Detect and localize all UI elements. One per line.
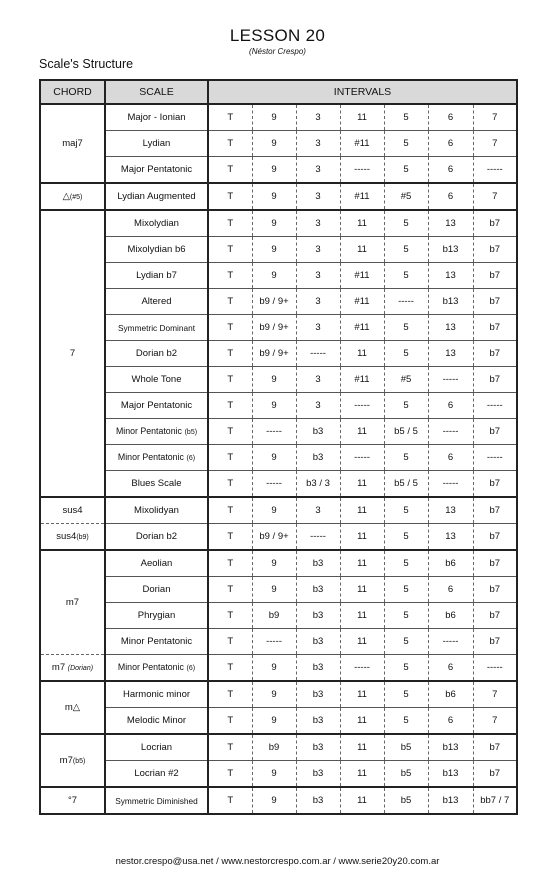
interval-cell: T — [208, 341, 252, 367]
interval-cell: 9 — [252, 550, 296, 577]
interval-cell: 6 — [428, 183, 473, 210]
interval-cell: b7 — [473, 471, 517, 498]
interval-cell: b9 / 9+ — [252, 341, 296, 367]
interval-cell: ----- — [296, 524, 340, 551]
interval-cell: b6 — [428, 550, 473, 577]
interval-cell: 5 — [384, 445, 428, 471]
interval-cell: 11 — [340, 629, 384, 655]
interval-cell: 9 — [252, 183, 296, 210]
interval-cell: b13 — [428, 761, 473, 788]
table-row — [40, 237, 517, 263]
interval-cell: 5 — [384, 315, 428, 341]
interval-cell: #5 — [384, 183, 428, 210]
chord-alteration: (b9) — [76, 534, 89, 541]
scale-name-cell: Dorian b2 — [105, 524, 208, 551]
interval-cell: T — [208, 419, 252, 445]
interval-cell: 5 — [384, 603, 428, 629]
table-row — [40, 787, 517, 814]
interval-cell: ----- — [473, 393, 517, 419]
table-row — [40, 315, 517, 341]
section-subtitle: Scale's Structure — [39, 57, 134, 71]
interval-cell: 13 — [428, 210, 473, 237]
interval-cell: #11 — [340, 289, 384, 315]
interval-cell: b7 — [473, 629, 517, 655]
interval-cell: ----- — [384, 289, 428, 315]
interval-cell: b3 — [296, 681, 340, 708]
interval-cell: b7 — [473, 524, 517, 551]
interval-cell: #11 — [340, 315, 384, 341]
scale-name-cell: Mixolydian b6 — [105, 237, 208, 263]
interval-cell: T — [208, 497, 252, 524]
interval-cell: T — [208, 655, 252, 682]
interval-cell: b3 — [296, 577, 340, 603]
interval-cell: b3 — [296, 419, 340, 445]
interval-cell: 9 — [252, 577, 296, 603]
interval-cell: 11 — [340, 471, 384, 498]
table-body — [40, 104, 517, 814]
interval-cell: 11 — [340, 681, 384, 708]
interval-cell: #11 — [340, 263, 384, 289]
interval-cell: b5 — [384, 761, 428, 788]
chord-cell: 7 — [40, 210, 105, 497]
interval-cell: b9 — [252, 734, 296, 761]
interval-cell: 9 — [252, 681, 296, 708]
chord-symbol: m7 — [51, 662, 66, 673]
scales-table — [39, 79, 518, 815]
interval-cell: #11 — [340, 183, 384, 210]
table-row — [40, 708, 517, 735]
interval-cell: b7 — [473, 550, 517, 577]
interval-cell: T — [208, 577, 252, 603]
chord-symbol: △ — [62, 191, 70, 202]
page-title: LESSON 20 — [229, 26, 326, 45]
interval-cell: 11 — [340, 237, 384, 263]
interval-cell: ----- — [340, 393, 384, 419]
interval-cell: b7 — [473, 603, 517, 629]
interval-cell: 9 — [252, 367, 296, 393]
interval-cell: T — [208, 681, 252, 708]
interval-cell: 13 — [428, 497, 473, 524]
interval-cell: 3 — [296, 131, 340, 157]
interval-cell: 11 — [340, 708, 384, 735]
footer-contact: nestor.crespo@usa.net / www.nestorcrespo.com.ar / www.serie20y20.com.ar — [115, 856, 440, 867]
scale-name-cell: Blues Scale — [105, 471, 208, 498]
interval-cell: 9 — [252, 445, 296, 471]
interval-cell: 11 — [340, 577, 384, 603]
chord-cell — [40, 655, 105, 682]
interval-cell: 3 — [296, 367, 340, 393]
interval-cell: ----- — [428, 471, 473, 498]
interval-cell: b13 — [428, 289, 473, 315]
interval-cell: #11 — [340, 131, 384, 157]
scale-name: Minor Pentatonic — [115, 426, 182, 436]
table-row — [40, 183, 517, 210]
interval-cell: b7 — [473, 210, 517, 237]
table-row — [40, 289, 517, 315]
interval-cell: 5 — [384, 681, 428, 708]
chord-cell: sus4 — [40, 497, 105, 524]
interval-cell: 5 — [384, 157, 428, 184]
interval-cell: 11 — [340, 603, 384, 629]
chord-symbol: sus4 — [56, 531, 77, 542]
interval-cell: b5 — [384, 734, 428, 761]
interval-cell: 9 — [252, 210, 296, 237]
interval-cell: ----- — [473, 655, 517, 682]
scale-name-cell: Minor Pentatonic — [105, 629, 208, 655]
interval-cell: 9 — [252, 237, 296, 263]
interval-cell: b3 — [296, 655, 340, 682]
interval-cell: 9 — [252, 131, 296, 157]
interval-cell: 9 — [252, 655, 296, 682]
interval-cell: b7 — [473, 237, 517, 263]
scale-name-cell: Altered — [105, 289, 208, 315]
interval-cell: 3 — [296, 263, 340, 289]
interval-cell: 9 — [252, 708, 296, 735]
interval-cell: b7 — [473, 341, 517, 367]
interval-cell: b3 — [296, 708, 340, 735]
interval-cell: b7 — [473, 734, 517, 761]
table-row — [40, 577, 517, 603]
scale-name-cell — [105, 445, 208, 471]
interval-cell: 5 — [384, 524, 428, 551]
chord-alteration: (b5) — [72, 758, 86, 765]
chord-alteration: (#5) — [69, 194, 83, 201]
interval-cell: 9 — [252, 393, 296, 419]
interval-cell: T — [208, 183, 252, 210]
scale-name-cell: Locrian #2 — [105, 761, 208, 788]
interval-cell: 3 — [296, 497, 340, 524]
scale-variant: (6) — [186, 665, 196, 672]
chord-cell — [40, 183, 105, 210]
interval-cell: 9 — [252, 104, 296, 131]
interval-cell: T — [208, 210, 252, 237]
interval-cell: 7 — [473, 104, 517, 131]
interval-cell: 9 — [252, 497, 296, 524]
interval-cell: b3 / 3 — [296, 471, 340, 498]
interval-cell: T — [208, 787, 252, 814]
interval-cell: 6 — [428, 655, 473, 682]
interval-cell: T — [208, 393, 252, 419]
interval-cell: 3 — [296, 183, 340, 210]
header-row — [40, 80, 517, 104]
interval-cell: 11 — [340, 524, 384, 551]
scale-name-cell — [105, 419, 208, 445]
interval-cell: 3 — [296, 157, 340, 184]
interval-cell: 5 — [384, 341, 428, 367]
interval-cell: 5 — [384, 577, 428, 603]
interval-cell: b9 — [252, 603, 296, 629]
scale-variant: (b5) — [184, 429, 198, 436]
interval-cell: T — [208, 315, 252, 341]
interval-cell: b7 — [473, 367, 517, 393]
interval-cell: 5 — [384, 393, 428, 419]
interval-cell: 3 — [296, 289, 340, 315]
scale-variant: (6) — [186, 455, 196, 462]
column-header-chord: CHORD — [40, 80, 105, 104]
interval-cell: 9 — [252, 157, 296, 184]
interval-cell: 6 — [428, 157, 473, 184]
interval-cell: 6 — [428, 577, 473, 603]
interval-cell: T — [208, 629, 252, 655]
interval-cell: T — [208, 263, 252, 289]
interval-cell: 5 — [384, 497, 428, 524]
interval-cell: ----- — [340, 157, 384, 184]
column-header-intervals: INTERVALS — [208, 80, 517, 104]
interval-cell: 3 — [296, 393, 340, 419]
interval-cell: bb7 / 7 — [473, 787, 517, 814]
interval-cell: ----- — [252, 419, 296, 445]
interval-cell: 7 — [473, 708, 517, 735]
scale-name-cell: Locrian — [105, 734, 208, 761]
interval-cell: b3 — [296, 787, 340, 814]
interval-cell: b5 / 5 — [384, 419, 428, 445]
chord-mode: (Dorian) — [67, 665, 94, 672]
interval-cell: T — [208, 445, 252, 471]
table-row — [40, 445, 517, 471]
interval-cell: T — [208, 761, 252, 788]
interval-cell: b13 — [428, 787, 473, 814]
table-row — [40, 157, 517, 184]
interval-cell: 5 — [384, 210, 428, 237]
interval-cell: 7 — [473, 681, 517, 708]
interval-cell: T — [208, 603, 252, 629]
interval-cell: #5 — [384, 367, 428, 393]
table-row — [40, 524, 517, 551]
table-row — [40, 393, 517, 419]
chord-cell — [40, 734, 105, 787]
chord-symbol: m7 — [59, 755, 73, 766]
scale-name-cell: Mixolydian — [105, 210, 208, 237]
interval-cell: b13 — [428, 734, 473, 761]
chord-cell: m7 — [40, 550, 105, 655]
interval-cell: b7 — [473, 577, 517, 603]
scale-name-cell: Symmetric Dominant — [105, 315, 208, 341]
interval-cell: 5 — [384, 104, 428, 131]
scale-name-cell: Lydian — [105, 131, 208, 157]
table-row — [40, 629, 517, 655]
interval-cell: 3 — [296, 104, 340, 131]
interval-cell: b3 — [296, 734, 340, 761]
table-row — [40, 341, 517, 367]
interval-cell: b3 — [296, 603, 340, 629]
interval-cell: 11 — [340, 550, 384, 577]
interval-cell: b6 — [428, 681, 473, 708]
interval-cell: 11 — [340, 787, 384, 814]
interval-cell: 7 — [473, 131, 517, 157]
interval-cell: b7 — [473, 761, 517, 788]
scale-name-cell: Aeolian — [105, 550, 208, 577]
scale-name-cell: Harmonic minor — [105, 681, 208, 708]
interval-cell: 9 — [252, 787, 296, 814]
table-row — [40, 655, 517, 682]
interval-cell: 5 — [384, 550, 428, 577]
chord-cell: m△ — [40, 681, 105, 734]
scale-name-cell: Symmetric Diminished — [105, 787, 208, 814]
interval-cell: 5 — [384, 263, 428, 289]
scale-name-cell: Major - Ionian — [105, 104, 208, 131]
scale-name-cell: Lydian Augmented — [105, 183, 208, 210]
interval-cell: 11 — [340, 341, 384, 367]
scale-name: Minor Pentatonic — [117, 662, 184, 672]
interval-cell: 7 — [473, 183, 517, 210]
scale-name-cell: Phrygian — [105, 603, 208, 629]
interval-cell: 5 — [384, 655, 428, 682]
interval-cell: b3 — [296, 550, 340, 577]
interval-cell: 6 — [428, 131, 473, 157]
interval-cell: b3 — [296, 629, 340, 655]
interval-cell: T — [208, 104, 252, 131]
table-row — [40, 497, 517, 524]
interval-cell: b7 — [473, 419, 517, 445]
table-row — [40, 603, 517, 629]
interval-cell: 11 — [340, 104, 384, 131]
scale-name-cell — [105, 655, 208, 682]
interval-cell: T — [208, 524, 252, 551]
interval-cell: ----- — [340, 445, 384, 471]
table-row — [40, 550, 517, 577]
interval-cell: 3 — [296, 237, 340, 263]
interval-cell: 11 — [340, 419, 384, 445]
interval-cell: b13 — [428, 237, 473, 263]
scale-name-cell: Mixolidyan — [105, 497, 208, 524]
interval-cell: 11 — [340, 497, 384, 524]
interval-cell: 9 — [252, 263, 296, 289]
interval-cell: b7 — [473, 263, 517, 289]
table-row — [40, 734, 517, 761]
interval-cell: ----- — [252, 471, 296, 498]
interval-cell: b3 — [296, 445, 340, 471]
interval-cell: ----- — [340, 655, 384, 682]
interval-cell: ----- — [428, 629, 473, 655]
scale-name-cell: Dorian b2 — [105, 341, 208, 367]
interval-cell: b9 / 9+ — [252, 289, 296, 315]
table-row — [40, 367, 517, 393]
scale-name: Minor Pentatonic — [117, 452, 184, 462]
interval-cell: 5 — [384, 708, 428, 735]
interval-cell: 6 — [428, 393, 473, 419]
author-name: (Néstor Crespo) — [249, 47, 306, 56]
chord-cell: °7 — [40, 787, 105, 814]
interval-cell: 13 — [428, 524, 473, 551]
interval-cell: T — [208, 289, 252, 315]
table-row — [40, 419, 517, 445]
scale-name-cell: Dorian — [105, 577, 208, 603]
interval-cell: T — [208, 550, 252, 577]
table-row — [40, 471, 517, 498]
interval-cell: 9 — [252, 761, 296, 788]
interval-cell: ----- — [428, 419, 473, 445]
interval-cell: ----- — [473, 157, 517, 184]
chord-cell: maj7 — [40, 104, 105, 183]
interval-cell: 6 — [428, 445, 473, 471]
interval-cell: T — [208, 471, 252, 498]
scale-name-cell: Melodic Minor — [105, 708, 208, 735]
interval-cell: b5 — [384, 787, 428, 814]
interval-cell: 11 — [340, 761, 384, 788]
interval-cell: 13 — [428, 315, 473, 341]
table-row — [40, 131, 517, 157]
column-header-scale: SCALE — [105, 80, 208, 104]
interval-cell: b7 — [473, 289, 517, 315]
interval-cell: 11 — [340, 734, 384, 761]
interval-cell: 11 — [340, 210, 384, 237]
interval-cell: T — [208, 708, 252, 735]
interval-cell: 5 — [384, 237, 428, 263]
interval-cell: b5 / 5 — [384, 471, 428, 498]
interval-cell: 6 — [428, 104, 473, 131]
table-row — [40, 681, 517, 708]
interval-cell: b3 — [296, 761, 340, 788]
interval-cell: ----- — [473, 445, 517, 471]
interval-cell: 5 — [384, 131, 428, 157]
interval-cell: T — [208, 734, 252, 761]
scale-name-cell: Major Pentatonic — [105, 393, 208, 419]
table-row — [40, 263, 517, 289]
table-row — [40, 761, 517, 788]
interval-cell: T — [208, 157, 252, 184]
interval-cell: T — [208, 131, 252, 157]
interval-cell: b9 / 9+ — [252, 524, 296, 551]
interval-cell: b7 — [473, 315, 517, 341]
scale-name-cell: Whole Tone — [105, 367, 208, 393]
interval-cell: T — [208, 367, 252, 393]
interval-cell: 5 — [384, 629, 428, 655]
interval-cell: ----- — [296, 341, 340, 367]
interval-cell: 6 — [428, 708, 473, 735]
interval-cell: b7 — [473, 497, 517, 524]
chord-cell — [40, 524, 105, 551]
table-row — [40, 104, 517, 131]
interval-cell: b6 — [428, 603, 473, 629]
interval-cell: 13 — [428, 263, 473, 289]
scale-name-cell: Major Pentatonic — [105, 157, 208, 184]
interval-cell: 3 — [296, 210, 340, 237]
interval-cell: #11 — [340, 367, 384, 393]
interval-cell: ----- — [428, 367, 473, 393]
interval-cell: ----- — [252, 629, 296, 655]
table-row — [40, 210, 517, 237]
scale-name-cell: Lydian b7 — [105, 263, 208, 289]
interval-cell: 3 — [296, 315, 340, 341]
interval-cell: 13 — [428, 341, 473, 367]
interval-cell: b9 / 9+ — [252, 315, 296, 341]
interval-cell: T — [208, 237, 252, 263]
